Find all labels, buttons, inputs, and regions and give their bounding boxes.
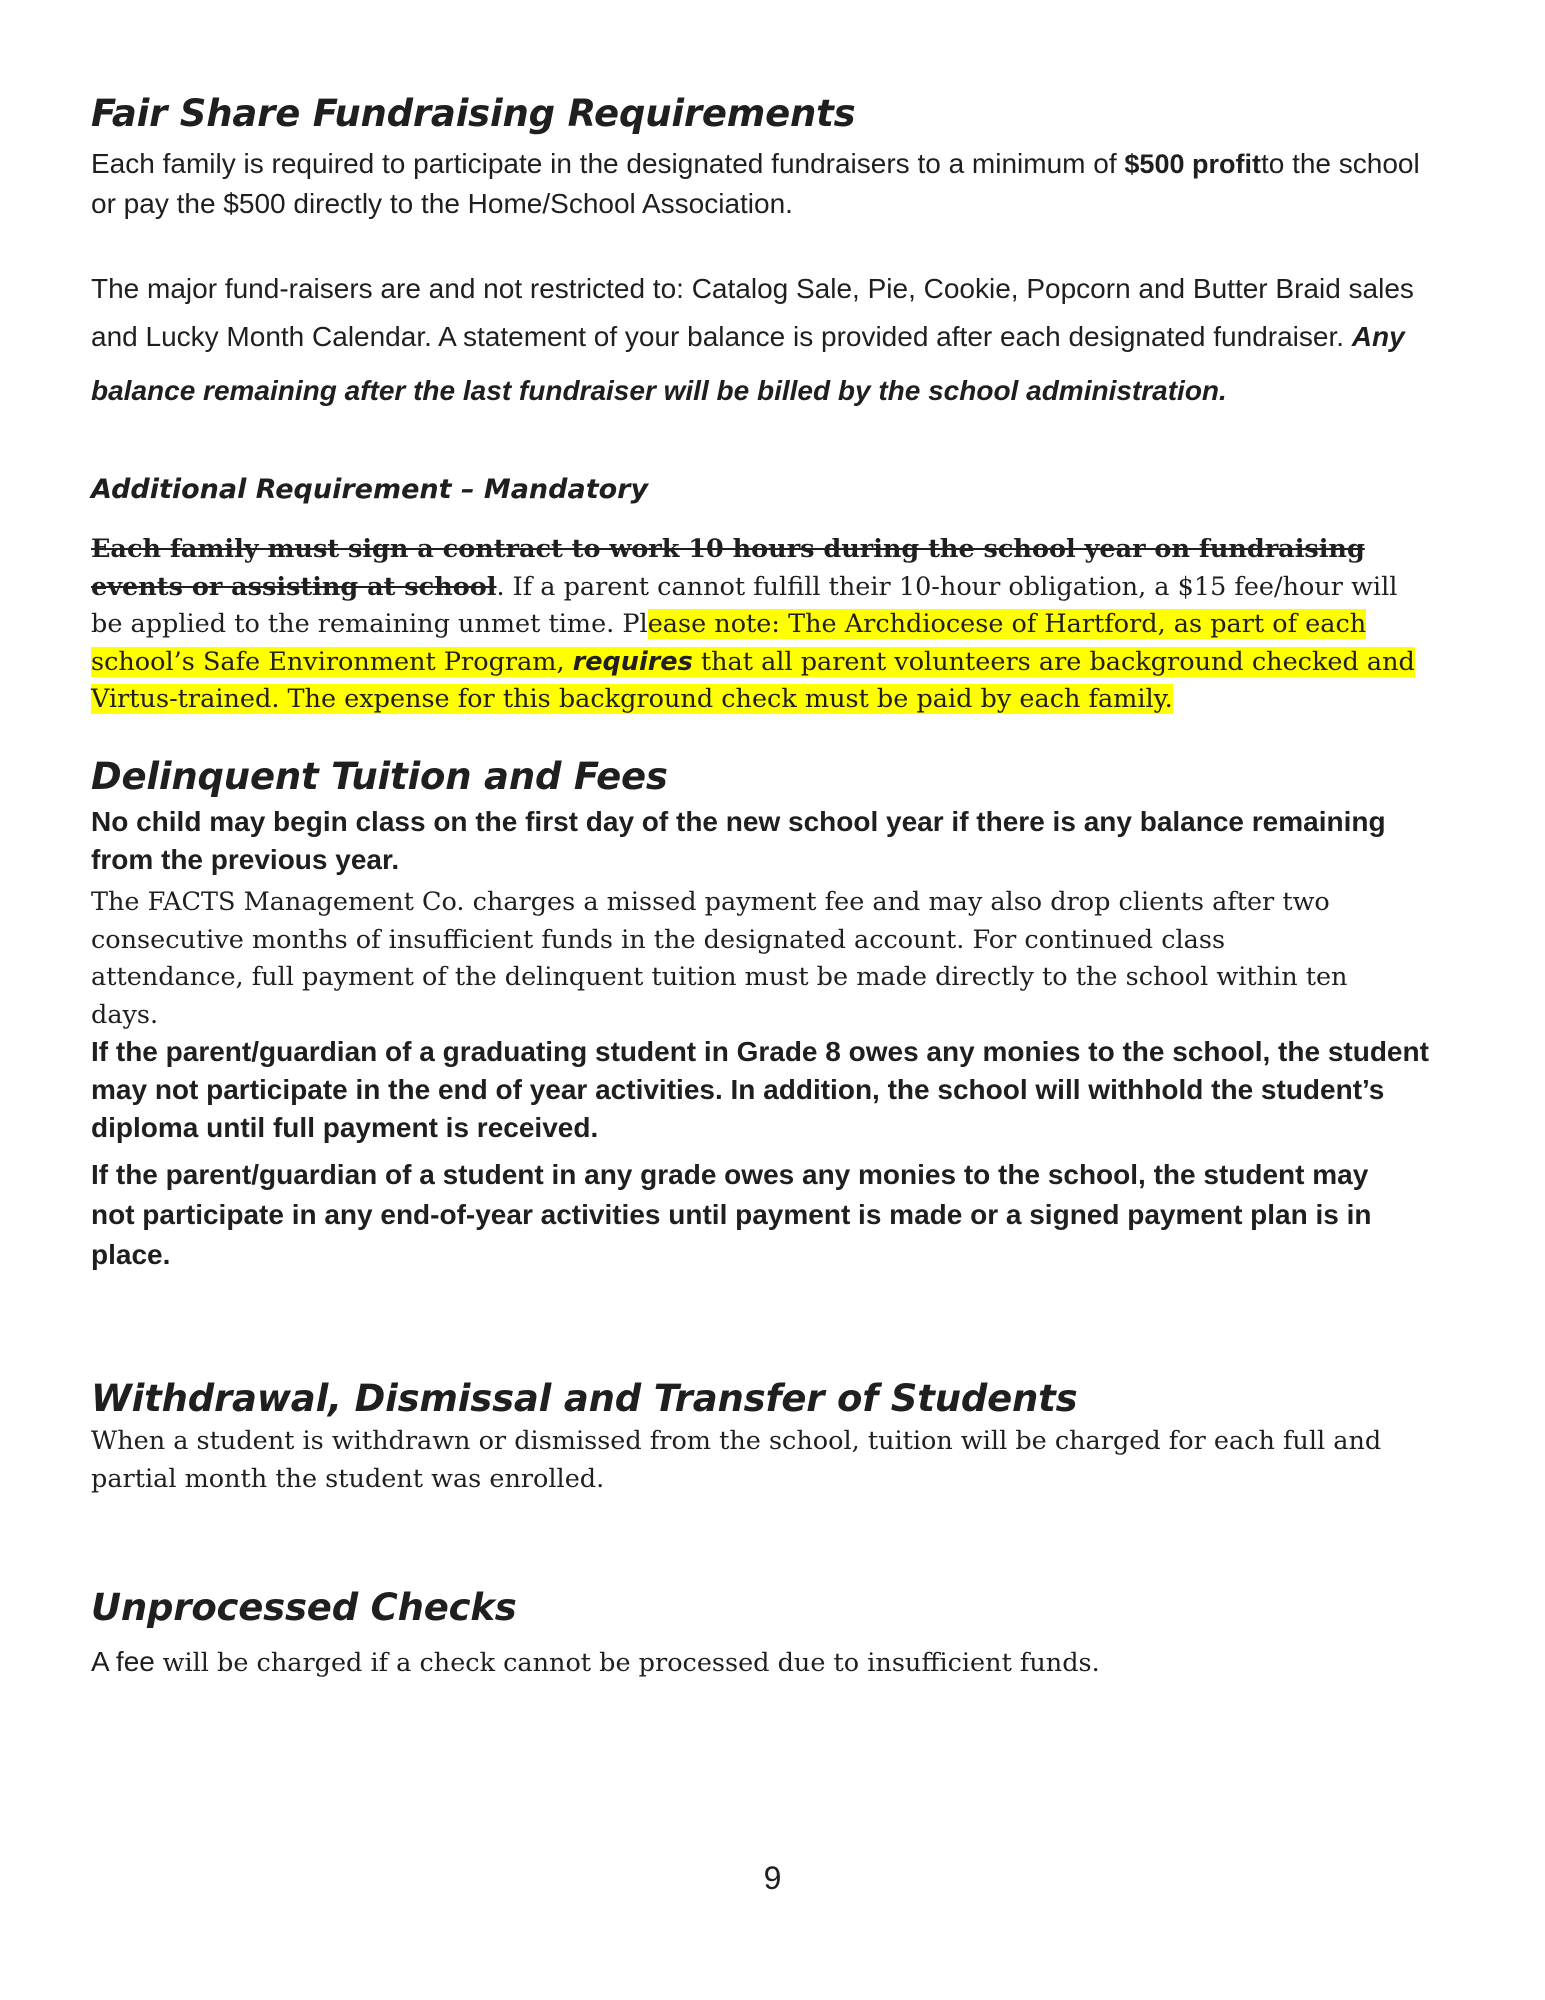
section-title-additional-requirement: Additional Requirement – Mandatory bbox=[91, 474, 649, 505]
delinquent-paragraph: The FACTS Management Co. charges a missed payment fee and may also drop clients after two consecutive months of insufficient funds in the designated account. For continued class attendance, full payment of the delinquent tuition must be made directly to the school within ten days. bbox=[91, 887, 1348, 1030]
delinquent-bold-statement-1: No child may begin class on the first day of the new school year if there is any balance remaining from the previous year. bbox=[91, 806, 1386, 875]
fair-share-amount: $500 profit bbox=[1124, 149, 1261, 179]
fair-share-paragraph-1 bbox=[91, 144, 1421, 224]
fair-share-text-a: Each family is required to participate in the designated fundraisers to a minimum of bbox=[91, 148, 1125, 179]
unmet-hours-text: . If a parent cannot fulfill their 10-hour obligation, a $15 fee/hour will be applied to the remaining unmet time. Pl bbox=[91, 571, 1398, 639]
delinquent-bold-statement-3: If the parent/guardian of a student in any grade owes any monies to the school, the student may not participate in any end-of-year activities until payment is made or a signed payment plan is in place. bbox=[91, 1159, 1372, 1270]
withdrawal-paragraph: When a student is withdrawn or dismissed from the school, tuition will be charged for each full and partial month the student was enrolled. bbox=[91, 1426, 1382, 1494]
fair-share-paragraph-2 bbox=[91, 268, 1431, 418]
struck-contract-text: Each family must sign a contract to work 10 hours during the school year on fundraising events or assisting at school bbox=[91, 534, 1365, 602]
highlighted-requires: requires bbox=[572, 646, 693, 677]
highlighted-notice-a: ease note: The Archdiocese of Hartford, as part of each school’s Safe Environment Program, bbox=[91, 609, 1367, 677]
section-title-fair-share: Fair Share Fundraising Requirements bbox=[91, 92, 856, 135]
page-number: 9 bbox=[763, 1860, 782, 1896]
delinquent-bold-statement-2: If the parent/guardian of a graduating student in Grade 8 owes any monies to the school, the student may not participate in the end of year activities. In addition, the school will withhold the student’s diploma until full payment is received. bbox=[91, 1036, 1429, 1143]
checks-text-a: A fee bbox=[91, 1646, 163, 1677]
highlighted-notice-b: that all parent volunteers are background checked and Virtus-trained. The expense for this background check must be paid by each family. bbox=[91, 646, 1415, 714]
unprocessed-checks-paragraph bbox=[91, 1642, 1451, 1683]
fair-share-text-b: to the school or pay the $500 directly to the Home/School Association. bbox=[91, 148, 1420, 219]
section-title-unprocessed-checks: Unprocessed Checks bbox=[91, 1586, 517, 1629]
additional-requirement-paragraph bbox=[91, 531, 1421, 719]
section-title-withdrawal: Withdrawal, Dismissal and Transfer of Students bbox=[91, 1377, 1078, 1420]
billing-notice: Any balance remaining after the last fundraiser will be billed by the school administration. bbox=[91, 321, 1405, 406]
section-title-delinquent: Delinquent Tuition and Fees bbox=[91, 755, 668, 798]
checks-text-b: will be charged if a check cannot be processed due to insufficient funds. bbox=[162, 1648, 1100, 1678]
fundraisers-list-text: The major fund-raisers are and not restricted to: Catalog Sale, Pie, Cookie, Popcorn and Butter Braid sales and Lucky Month Calendar. A statement of your balance is provided after each designated fundraiser. bbox=[91, 273, 1414, 352]
